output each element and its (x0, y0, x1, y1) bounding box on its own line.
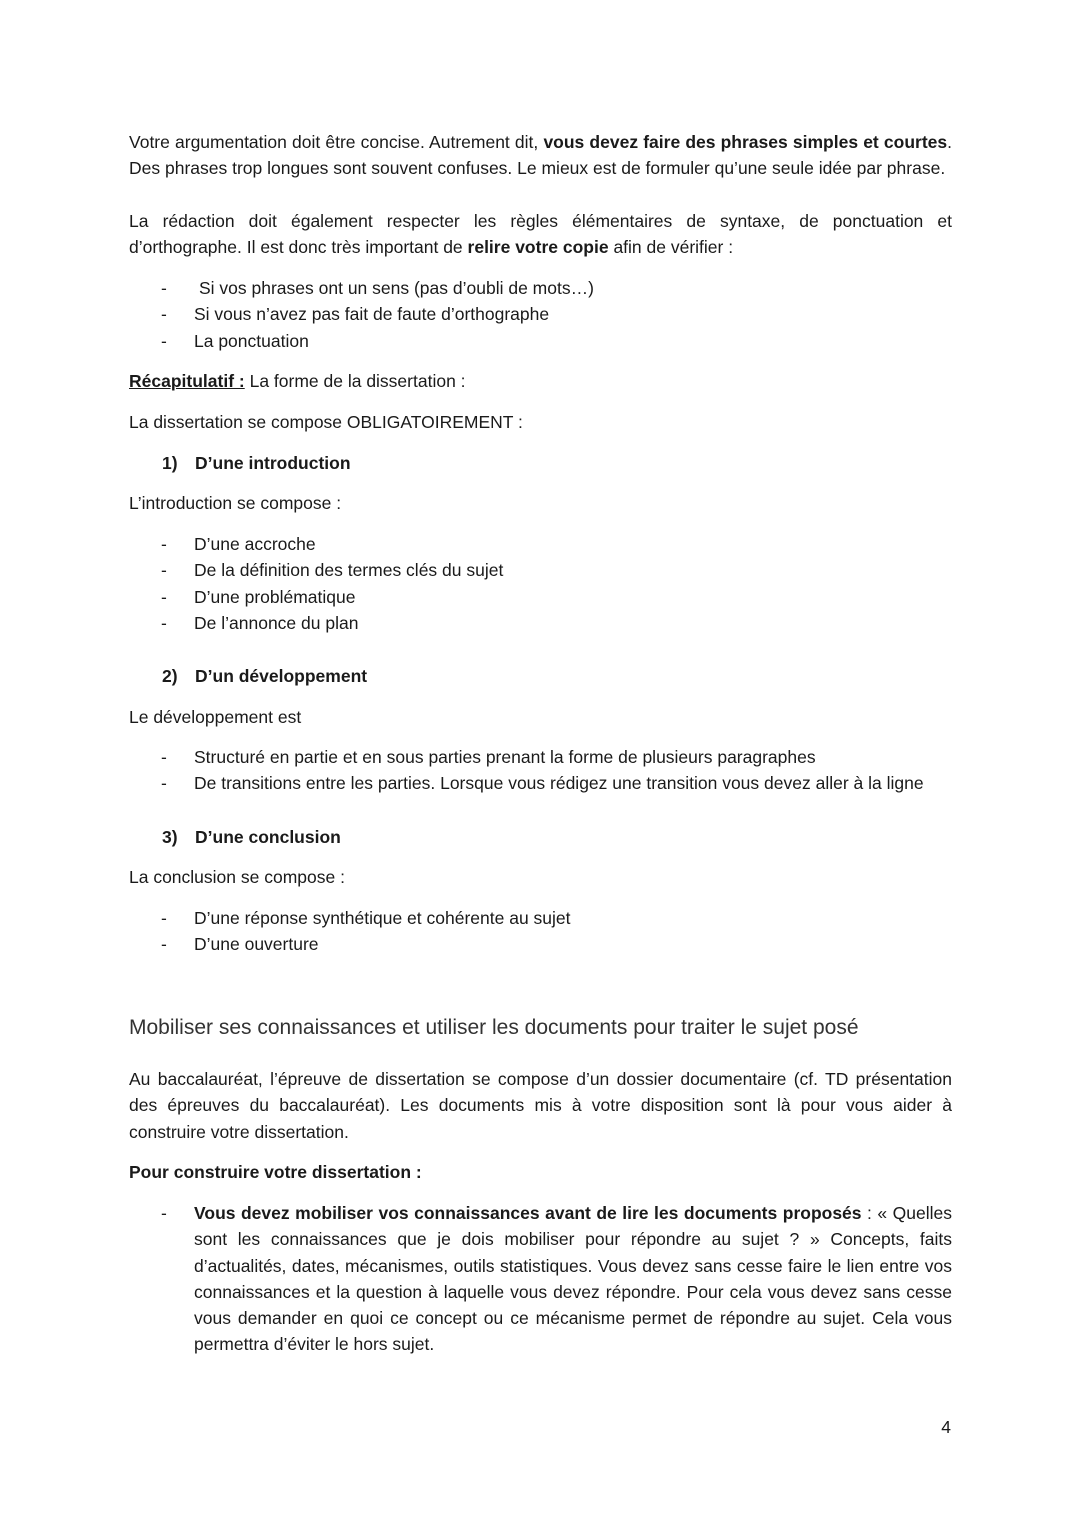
list-item: - De l’annonce du plan (129, 610, 952, 636)
text-run: afin de vérifier : (608, 237, 734, 258)
section-number: 3) (162, 827, 178, 847)
list-item (129, 1200, 952, 1358)
bold-run: vous devez faire des phrases simples et courtes (543, 132, 948, 152)
section-number: 2) (162, 666, 178, 686)
bold-run: Pour construire votre dissertation : (129, 1162, 422, 1182)
list-item: - D’une problématique (129, 584, 952, 610)
list-item: - D’une ouverture (129, 931, 952, 957)
recap-line (129, 368, 952, 394)
list-item: - Si vos phrases ont un sens (pas d’oubli de mots…) (129, 275, 952, 301)
text-run: La rédaction doit également respecter les règles élémentaires de syntaxe, de ponctuation et d’orthographe. Il est donc très important de (129, 211, 952, 258)
verification-list (129, 275, 952, 354)
section-number: 1) (162, 453, 178, 473)
text-run: : « Quelles sont les connaissances que je dois mobiliser pour répondre au sujet ? » Concepts, faits d’actualités, dates, mécanismes, outils statistiques. Vous devez sans cesse faire le lien entre vos connaissances et la question à laquelle vous devez répondre. Pour cela vous devez sans cesse vous demander en quoi ce concept ou ce mécanisme permet de répondre au sujet. Cela vous permettra d’éviter le hors sujet. (194, 1203, 952, 1355)
construire-list (129, 1200, 952, 1358)
section-lead: L’introduction se compose : (129, 493, 342, 513)
list-item: - D’une réponse synthétique et cohérente au sujet (129, 905, 952, 931)
bold-run: Vous devez mobiliser vos connaissances avant de lire les documents proposés (194, 1203, 862, 1223)
list-item: - D’une accroche (129, 531, 952, 557)
text-run: . Des phrases trop longues sont souvent confuses. Le mieux est de formuler qu’une seule idée par phrase. (129, 132, 952, 179)
list-item: - De la définition des termes clés du sujet (129, 557, 952, 583)
mobiliser-paragraph: Au baccalauréat, l’épreuve de dissertation se compose d’un dossier documentaire (cf. TD présentation des épreuves du baccalauréat). Les documents mis à votre disposition sont là pour vous aider à construire votre dissertation. (129, 1069, 952, 1142)
section-title: D’une conclusion (195, 827, 341, 847)
section-title: D’un développement (195, 666, 368, 686)
list-item: - La ponctuation (129, 328, 952, 354)
section-lead: Le développement est (129, 707, 302, 727)
text-run: Votre argumentation doit être concise. Autrement dit, (129, 132, 544, 152)
construire-line (129, 1159, 952, 1185)
conclusion-list (129, 905, 952, 958)
list-item: - Si vous n’avez pas fait de faute d’orthographe (129, 301, 952, 327)
introduction-list (129, 531, 952, 636)
list-item: - Structuré en partie et en sous parties prenant la forme de plusieurs paragraphes (129, 744, 952, 770)
compose-line: La dissertation se compose OBLIGATOIREMENT : (129, 412, 523, 432)
bold-run: relire votre copie (467, 237, 609, 258)
recap-text: La forme de la dissertation : (244, 371, 466, 391)
section-title: D’une introduction (195, 453, 351, 473)
section-heading-mobiliser: Mobiliser ses connaissances et utiliser les documents pour traiter le sujet posé (129, 1016, 859, 1039)
developpement-list (129, 744, 952, 797)
intro-paragraph-1 (129, 129, 952, 182)
recap-label: Récapitulatif : (129, 371, 245, 391)
section-heading-conclusion (162, 824, 341, 850)
list-item: - De transitions entre les parties. Lorsque vous rédigez une transition vous devez aller à la ligne (129, 770, 952, 796)
section-lead: La conclusion se compose : (129, 867, 345, 887)
section-heading-developpement (162, 663, 367, 689)
intro-paragraph-2 (129, 208, 952, 261)
page-number: 4 (941, 1417, 951, 1437)
section-heading-introduction (162, 450, 351, 476)
